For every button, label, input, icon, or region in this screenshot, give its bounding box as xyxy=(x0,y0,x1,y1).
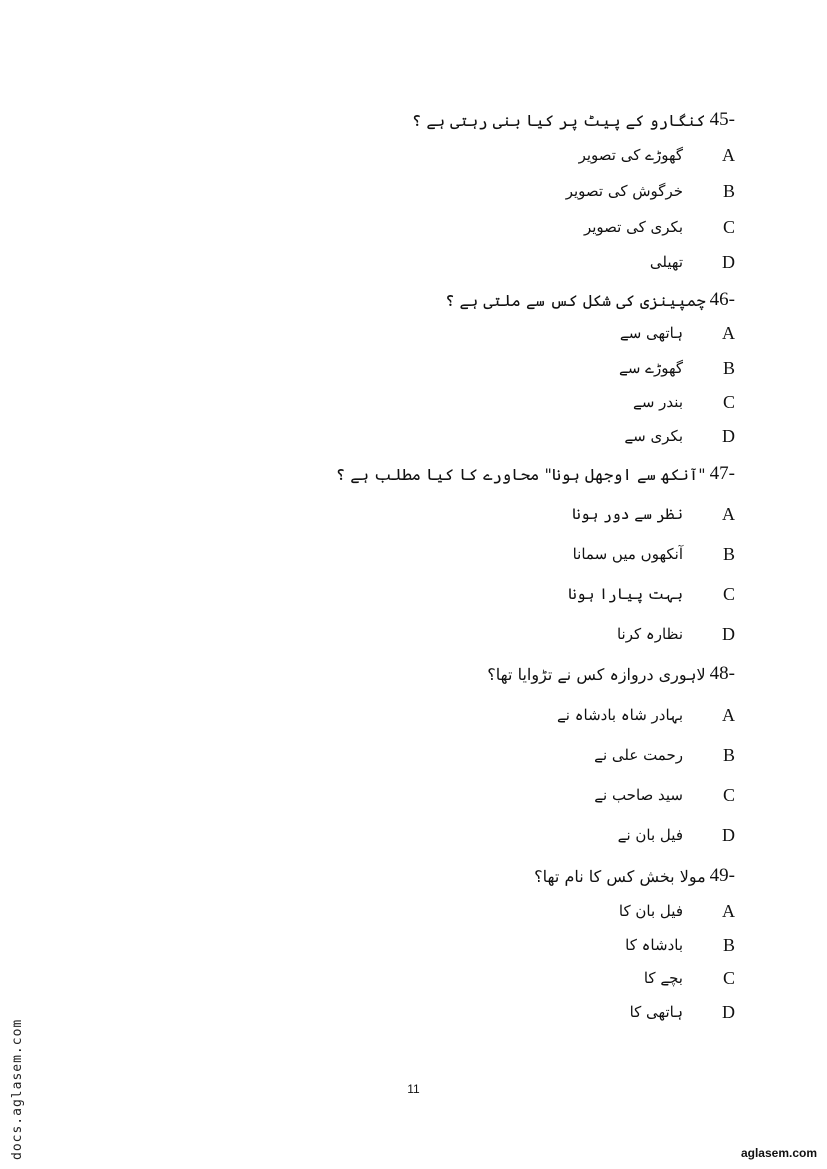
option-letter: B xyxy=(722,180,735,201)
option-a xyxy=(435,502,735,526)
option-text: بہت پیارا ہونا xyxy=(567,585,683,603)
option-letter: A xyxy=(722,704,735,725)
option-letter: B xyxy=(722,744,735,765)
option-letter: D xyxy=(722,251,735,272)
option-letter: C xyxy=(722,583,735,604)
option-b xyxy=(435,542,735,566)
option-text: نظر سے دور ہونا xyxy=(572,505,683,523)
option-letter: A xyxy=(722,144,735,165)
option-text: آنکھوں میں سمانا xyxy=(572,545,683,563)
option-letter: D xyxy=(722,824,735,845)
option-text: فیل بان نے xyxy=(617,826,683,844)
question-number: 46- xyxy=(709,289,735,310)
option-letter: B xyxy=(722,934,735,955)
question-46 xyxy=(300,288,735,446)
option-b xyxy=(435,743,735,767)
option-letter: C xyxy=(722,967,735,988)
option-text: گھوڑے کی تصویر xyxy=(578,146,683,164)
option-d xyxy=(435,250,735,274)
option-c xyxy=(435,215,735,239)
question-text: کنگارو کے پیٹ پر کیا بنی رہتی ہے ؟ xyxy=(411,110,706,130)
option-d xyxy=(435,1000,735,1024)
option-c xyxy=(435,582,735,606)
option-text: رحمت علی نے xyxy=(594,746,683,764)
question-text: چمپینزی کی شکل کس سے ملتی ہے ؟ xyxy=(445,290,706,310)
question-line xyxy=(300,108,735,132)
question-49 xyxy=(300,864,735,1022)
option-text: فیل بان کا xyxy=(618,902,683,920)
option-b xyxy=(435,356,735,380)
question-45 xyxy=(300,108,735,272)
option-letter: C xyxy=(722,216,735,237)
question-number: 49- xyxy=(709,865,735,886)
option-letter: B xyxy=(722,543,735,564)
option-text: ہاتھی کا xyxy=(629,1003,683,1021)
option-c xyxy=(435,966,735,990)
side-watermark: docs.aglasem.com xyxy=(10,1018,25,1160)
question-text: "آنکھ سے اوجھل ہونا" محاورے کا کیا مطلب ہے ؟ xyxy=(335,464,706,484)
option-text: خرگوش کی تصویر xyxy=(565,182,683,200)
option-text: گھوڑے سے xyxy=(619,359,683,377)
option-text: بچے کا xyxy=(643,969,683,987)
option-text: تھیلی xyxy=(649,253,683,271)
option-d xyxy=(435,823,735,847)
question-text: لاہوری دروازہ کس نے تڑوایا تھا؟ xyxy=(487,664,706,684)
option-letter: D xyxy=(722,425,735,446)
question-text: مولا بخش کس کا نام تھا؟ xyxy=(534,866,706,886)
option-letter: A xyxy=(722,900,735,921)
option-text: بہادر شاہ بادشاہ نے xyxy=(556,706,683,724)
page-number: 11 xyxy=(407,1082,420,1096)
option-text: سید صاحب نے xyxy=(594,786,683,804)
option-text: بادشاہ کا xyxy=(625,936,683,954)
question-line xyxy=(300,462,735,486)
question-number: 45- xyxy=(709,109,735,130)
option-a xyxy=(435,899,735,923)
option-text: بکری سے xyxy=(624,427,683,445)
option-letter: A xyxy=(722,503,735,524)
option-a xyxy=(435,321,735,345)
option-letter: D xyxy=(722,1001,735,1022)
question-48 xyxy=(300,662,735,845)
question-number: 47- xyxy=(709,463,735,484)
option-text: ہاتھی سے xyxy=(619,324,683,342)
corner-watermark: aglasem.com xyxy=(740,1146,817,1160)
option-d xyxy=(435,424,735,448)
option-letter: B xyxy=(722,357,735,378)
question-line xyxy=(300,662,735,686)
option-text: نظارہ کرنا xyxy=(616,625,683,643)
option-c xyxy=(435,390,735,414)
option-b xyxy=(435,933,735,957)
question-line xyxy=(300,288,735,312)
option-text: بکری کی تصویر xyxy=(583,218,683,236)
option-a xyxy=(435,143,735,167)
option-b xyxy=(435,179,735,203)
option-d xyxy=(435,622,735,646)
option-letter: D xyxy=(722,623,735,644)
option-c xyxy=(435,783,735,807)
option-text: بندر سے xyxy=(633,393,683,411)
option-letter: C xyxy=(722,784,735,805)
question-number: 48- xyxy=(709,663,735,684)
option-a xyxy=(435,703,735,727)
question-line xyxy=(300,864,735,888)
option-letter: C xyxy=(722,391,735,412)
question-47 xyxy=(300,462,735,644)
option-letter: A xyxy=(722,322,735,343)
